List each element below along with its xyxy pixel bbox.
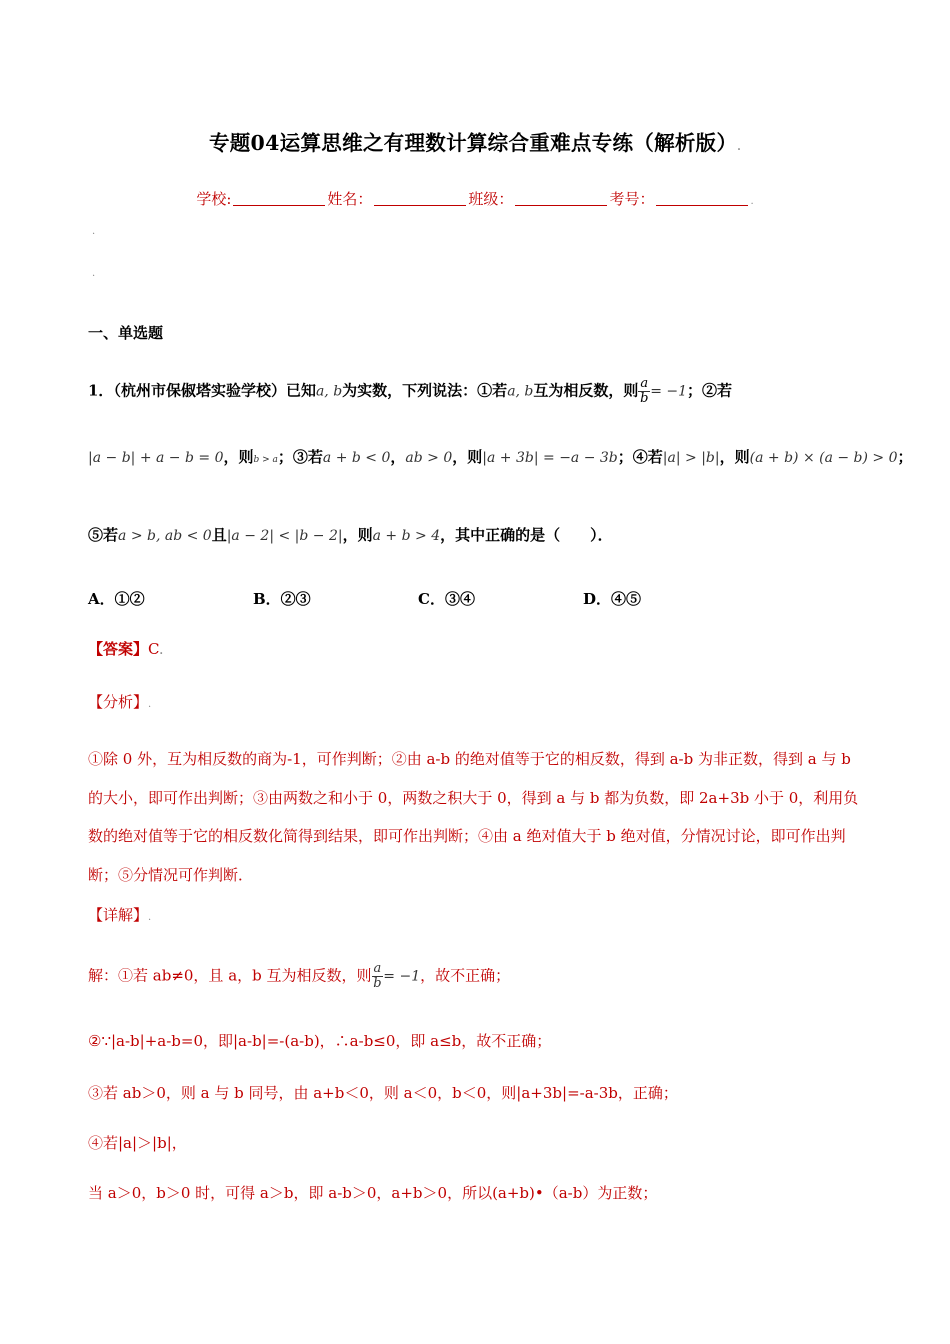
paragraph-mark: .	[92, 226, 96, 237]
answer-label: 【答案】	[88, 640, 149, 658]
math-ab: a, b	[507, 383, 534, 400]
math-fraction: $\frac{a}{b}$	[640, 376, 649, 406]
math-expression: ab > 0	[405, 450, 453, 466]
math-expression: (a + b) × (a − b) > 0	[749, 450, 898, 466]
document-title: 专题04运算思维之有理数计算综合重难点专练（解析版）.	[208, 131, 742, 155]
math-expression: |a − b| + a − b = 0	[88, 450, 224, 466]
math-expression: a + b < 0	[322, 450, 391, 466]
answer-line: 【答案】C.	[88, 640, 163, 658]
math-expression: |a| > |b|	[662, 450, 720, 466]
option-c[interactable]: C．③④	[418, 590, 475, 608]
math-expression: |a + 3b| = −a − 3b	[482, 450, 618, 466]
math-expression: b > a	[253, 455, 278, 465]
math-ab: a, b	[315, 383, 343, 400]
detail-line-5: 当 a＞0，b＞0 时，可得 a＞b，即 a-b＞0，a+b＞0，所以(a+b)•（a-b）为正数；	[88, 1184, 658, 1202]
school-label: 学校:	[196, 190, 232, 208]
exam-no-blank[interactable]	[656, 191, 748, 206]
answer-value: C	[148, 640, 160, 658]
question-line-3: ⑤若a > b, ab < 0且|a − 2| < |b − 2|，则a + b > 4，其中正确的是（ ）．	[88, 526, 613, 544]
detail-line-1: 解：①若 ab≠0，且 a，b 互为相反数，则 $\frac{a}{b}$ = −1，故不正确；	[88, 961, 511, 991]
detail-line-3: ③若 ab＞0，则 a 与 b 同号，由 a+b＜0，则 a＜0，b＜0，则|a+3b|=-a-3b，正确；	[88, 1084, 678, 1102]
math-expression: a > b, ab < 0	[118, 528, 212, 544]
class-label: 班级：	[468, 190, 514, 208]
option-a[interactable]: A．①②	[88, 590, 145, 608]
class-blank[interactable]	[515, 191, 607, 206]
student-info-line: 学校: 姓名： 班级： 考号： .	[196, 190, 754, 208]
analysis-label: 【分析】.	[88, 693, 152, 711]
school-blank[interactable]	[233, 191, 325, 206]
question-line-2: |a − b| + a − b = 0，则b > a；③若a + b < 0，ab > 0，则|a + 3b| = −a − 3b；④若|a| > |b|，则(a + b) × (a − b) > 0；	[88, 448, 913, 466]
question-line-1: 1．（杭州市保俶塔实验学校）已知a, b为实数，下列说法：①若a, b互为相反数，则 $\frac{a}{b}$ = −1；②若	[88, 376, 733, 406]
detail-label: 【详解】.	[88, 906, 152, 924]
option-d[interactable]: D．④⑤	[583, 590, 642, 608]
detail-line-4: ④若|a|＞|b|，	[88, 1134, 187, 1152]
question-number: 1．	[88, 381, 114, 400]
exam-no-label: 考号：	[609, 190, 655, 208]
paragraph-mark: .	[92, 268, 96, 279]
math-fraction: $\frac{a}{b}$	[373, 961, 382, 991]
option-b[interactable]: B．②③	[253, 590, 311, 608]
name-blank[interactable]	[374, 191, 466, 206]
analysis-text: ①除 0 外，互为相反数的商为-1，可作判断；②由 a-b 的绝对值等于它的相反数，得到 a-b 为非正数，得到 a 与 b 的大小，即可作出判断；③由两数之和小于 0，两数之积大于 0，得到 a 与 b 都为负数，即 2a+3b 小于 0，利用负数的绝对值等于它的相反数化简得到结果，即可作出判断；④由 a 绝对值大于 b 绝对值，分情况讨论，即可作出判断；⑤分情况可作判断．	[88, 750, 859, 884]
math-expression: |a − 2| < |b − 2|	[226, 528, 343, 544]
math-expression: a + b > 4	[372, 528, 441, 544]
detail-line-2: ②∵|a-b|+a-b=0，即|a-b|=-(a-b)，∴a-b≤0，即 a≤b，故不正确；	[88, 1032, 552, 1050]
name-label: 姓名：	[327, 190, 373, 208]
section-title: 一、单选题	[88, 324, 164, 342]
